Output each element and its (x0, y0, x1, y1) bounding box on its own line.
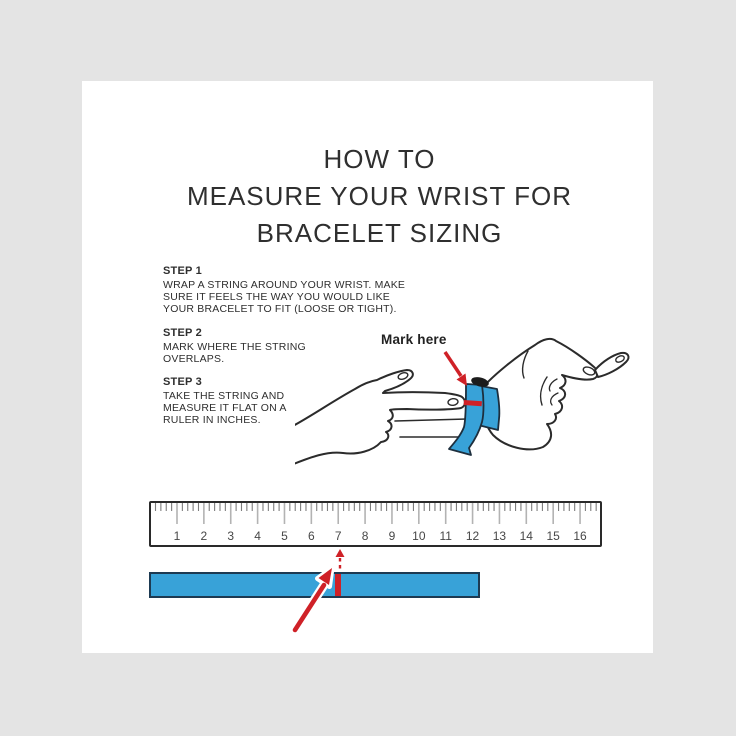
big-red-arrow-icon (280, 559, 344, 637)
step-2-line: MARK WHERE THE STRING (163, 340, 306, 353)
ruler-number-7: 7 (334, 529, 342, 543)
title-line-1: HOW TO (323, 144, 436, 174)
infographic-card (82, 81, 653, 653)
ruler-number-8: 8 (361, 529, 369, 543)
title-line-2: MEASURE YOUR WRIST FOR (186, 181, 573, 211)
ruler-number-9: 9 (388, 529, 396, 543)
hands-drawing (295, 329, 635, 479)
ruler-number-5: 5 (281, 529, 288, 543)
ruler-number-14: 14 (519, 529, 533, 543)
ruler-number-3: 3 (227, 529, 235, 543)
wrist-measure-illustration (295, 329, 635, 479)
ruler-number-12: 12 (465, 529, 480, 543)
step-3-line: RULER IN INCHES. (163, 414, 261, 427)
ruler-number-15: 15 (546, 529, 560, 543)
step-3-line: MEASURE IT FLAT ON A (163, 402, 287, 415)
ruler-number-10: 10 (412, 529, 426, 543)
step-1 (163, 265, 425, 316)
ruler-number-16: 16 (573, 529, 587, 543)
step-3-line: TAKE THE STRING AND (163, 390, 285, 403)
mark-here-arrow-icon (445, 352, 467, 386)
page-title (94, 141, 665, 252)
ruler-number-4: 4 (254, 529, 261, 543)
step-2-line: OVERLAPS. (163, 352, 225, 365)
ruler-number-11: 11 (439, 529, 452, 543)
step-1-line: SURE IT FEELS THE WAY YOU WOULD LIKE (163, 291, 390, 304)
title-line-3: BRACELET SIZING (256, 218, 503, 248)
ruler (149, 501, 602, 547)
step-1-header: STEP 1 (163, 265, 202, 277)
ruler-number-6: 6 (308, 529, 315, 543)
step-3-header: STEP 3 (163, 376, 202, 389)
step-1-line: YOUR BRACELET TO FIT (LOOSE OR TIGHT). (163, 303, 397, 316)
mark-here-label: Mark here (381, 332, 447, 347)
ruler-number-13: 13 (492, 529, 507, 543)
forearm-line (395, 419, 467, 421)
step-2-header: STEP 2 (163, 326, 202, 339)
ruler-number-1: 1 (173, 529, 181, 543)
step-1-line: WRAP A STRING AROUND YOUR WRIST. MAKE (163, 279, 406, 291)
pointing-hand (295, 370, 465, 465)
ruler-number-2: 2 (200, 529, 208, 543)
